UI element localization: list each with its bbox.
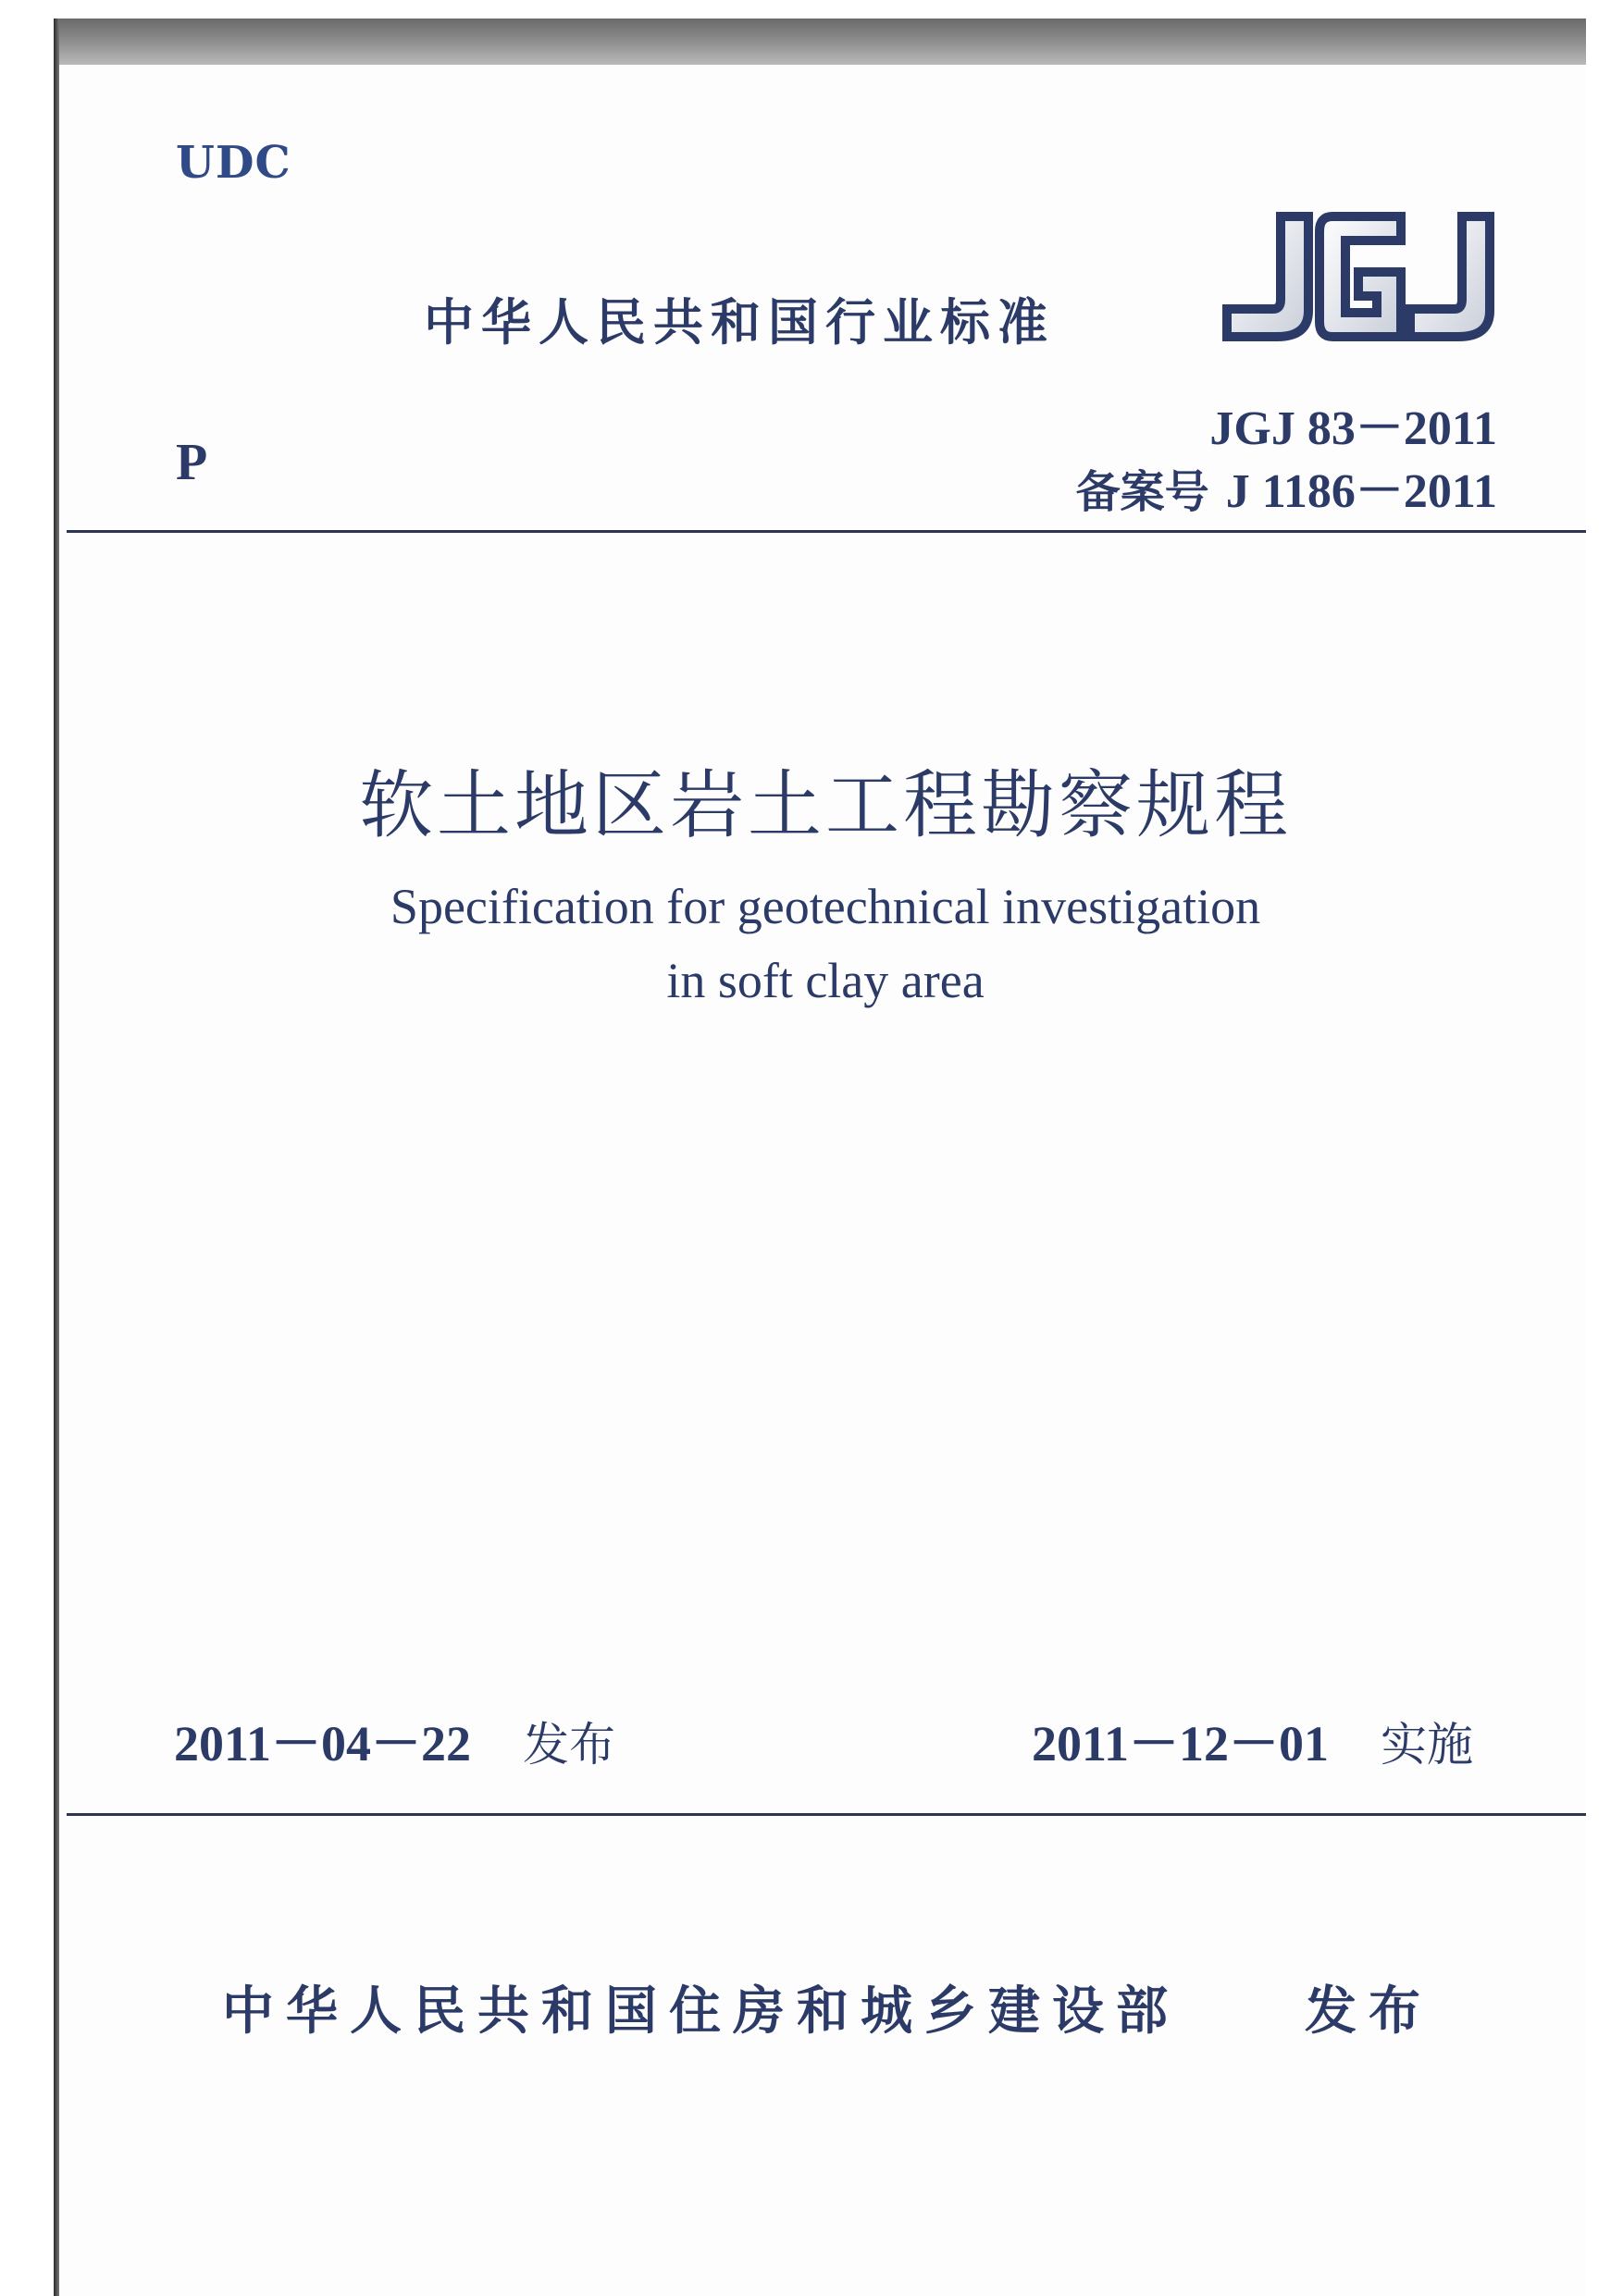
jgj-logo xyxy=(1220,207,1497,348)
udc-label: UDC xyxy=(176,137,291,189)
standard-number: JGJ 83－2011 xyxy=(1209,402,1497,455)
record-label: 备案号 xyxy=(1075,466,1209,518)
effective-date: 2011－12－01 xyxy=(1031,1716,1329,1771)
publisher-name: 中华人民共和国住房和城乡建设部 xyxy=(222,1981,1180,2042)
english-title-line-1: Specification for geotechnical investigation xyxy=(390,879,1261,934)
record-number-line xyxy=(1076,451,1497,521)
record-number: J 1186－2011 xyxy=(1225,465,1497,518)
effective-date-block xyxy=(1032,1704,1473,1775)
bottom-divider xyxy=(67,1813,1586,1816)
publish-label: 发布 xyxy=(1305,1981,1432,2042)
scan-shadow-top xyxy=(57,19,1586,65)
issue-date-block xyxy=(174,1704,615,1775)
issue-label: 发布 xyxy=(523,1718,616,1771)
english-title xyxy=(0,870,1623,1018)
english-title-line-2: in soft clay area xyxy=(666,953,985,1008)
effective-label: 实施 xyxy=(1381,1718,1473,1771)
chinese-title: 软土地区岩土工程勘察规程 xyxy=(359,762,1292,848)
issue-date: 2011－04－22 xyxy=(174,1716,472,1771)
standard-type-title: 中华人民共和国行业标准 xyxy=(424,293,1055,352)
top-divider xyxy=(67,530,1586,533)
category-label: P xyxy=(176,434,208,491)
